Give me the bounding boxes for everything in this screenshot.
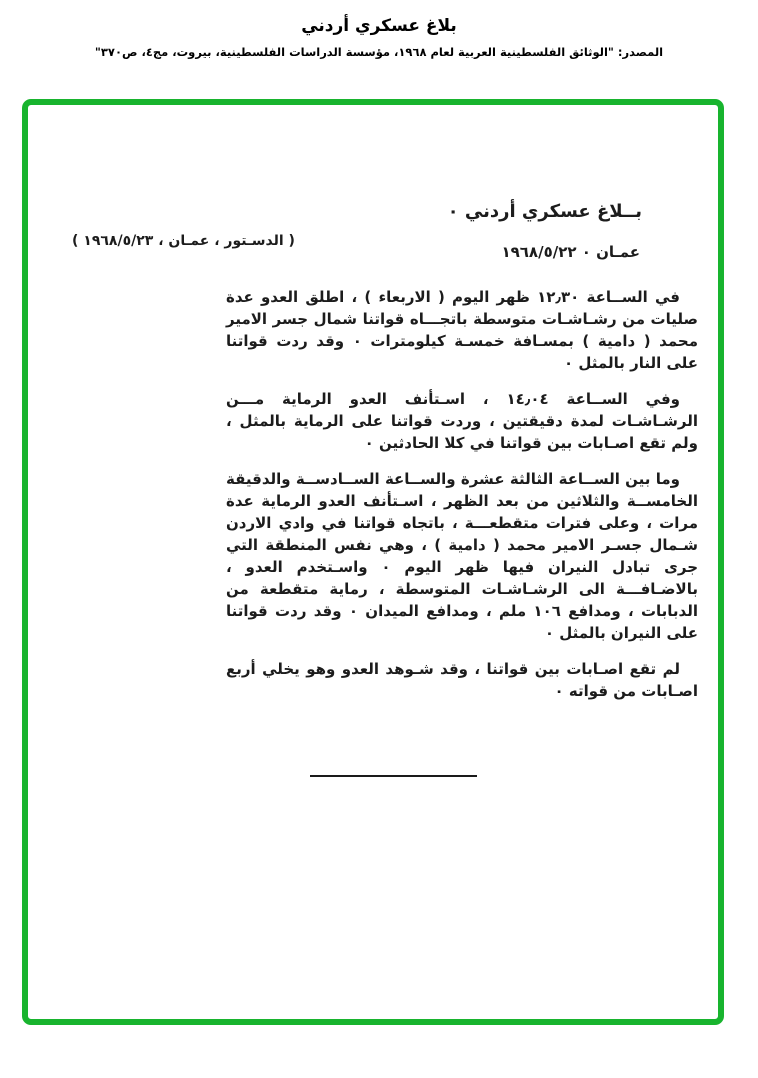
separator-line [310,775,477,777]
page-title: بلاغ عسكري أردني [301,16,457,36]
body-paragraph: لم تقع اصـابات بين قواتنا ، وقد شـوهد العدو وهو يخلي أربع اصـابات من قواته ٠ [226,660,698,700]
source-citation: المصدر: "الوثائق الفلسطينية العربية لعام ١٩٦٨، مؤسسة الدراسات الفلسطينية، بيروت، مج٤، ص٣٧٠" [94,45,664,59]
body-paragraph: وفي الســاعة ١٤٫٠٤ ، اسـتأنف العدو الرماية مـــن الرشـاشـات لمدة دقيقتين ، وردت قواتنا على الرماية بالمثل ، ولم تقع اصـابات بين قواتنا في كلا الحادثين ٠ [226,390,698,452]
communique-body [226,286,698,716]
body-paragraph: في الســاعة ١٢٫٣٠ ظهر اليوم ( الاربعاء ) ، اطلق العدو عدة صليات من رشـاشـات متوسطة باتجـــاه قواتنا شمال جسر الامير محمد ( دامية ) بمسـافة خمسـة كيلومترات ٠ وقد ردت قواتنا على النار بالمثل ٠ [226,288,699,372]
body-paragraph: وما بين الســاعة الثالثة عشرة والســاعة الســادســة والدقيقة الخامســة والثلاثين من بعد الظهر ، اسـتأنف العدو الرماية عدة مرات ، وعلى فترات متقطعـــة ، باتجاه قواتنا في وادي الاردن شـمال جسـر الامير محمد ( دامية ) ، وهي نفس المنطقة التي جرى تبادل النيران فيها ظهر اليوم ٠ واسـتخدم العدو ، بالاضـافـــة الى الرشـاشـات المتوسطة ، رماية متقطعة من الدبابات ، ومدافع ١٠٦ ملم ، ومدافع الميدان ٠ وقد ردت قواتنا على النيران بالمثل ٠ [226,470,698,642]
communique-dateline: عمـان ٠ ١٩٦٨/٥/٢٢ [501,243,640,261]
communique-title: بــلاغ عسكري أردني ٠ [447,201,642,222]
page-header [0,16,758,59]
newspaper-citation: ( الدسـتور ، عمـان ، ١٩٦٨/٥/٢٣ ) [72,233,295,249]
